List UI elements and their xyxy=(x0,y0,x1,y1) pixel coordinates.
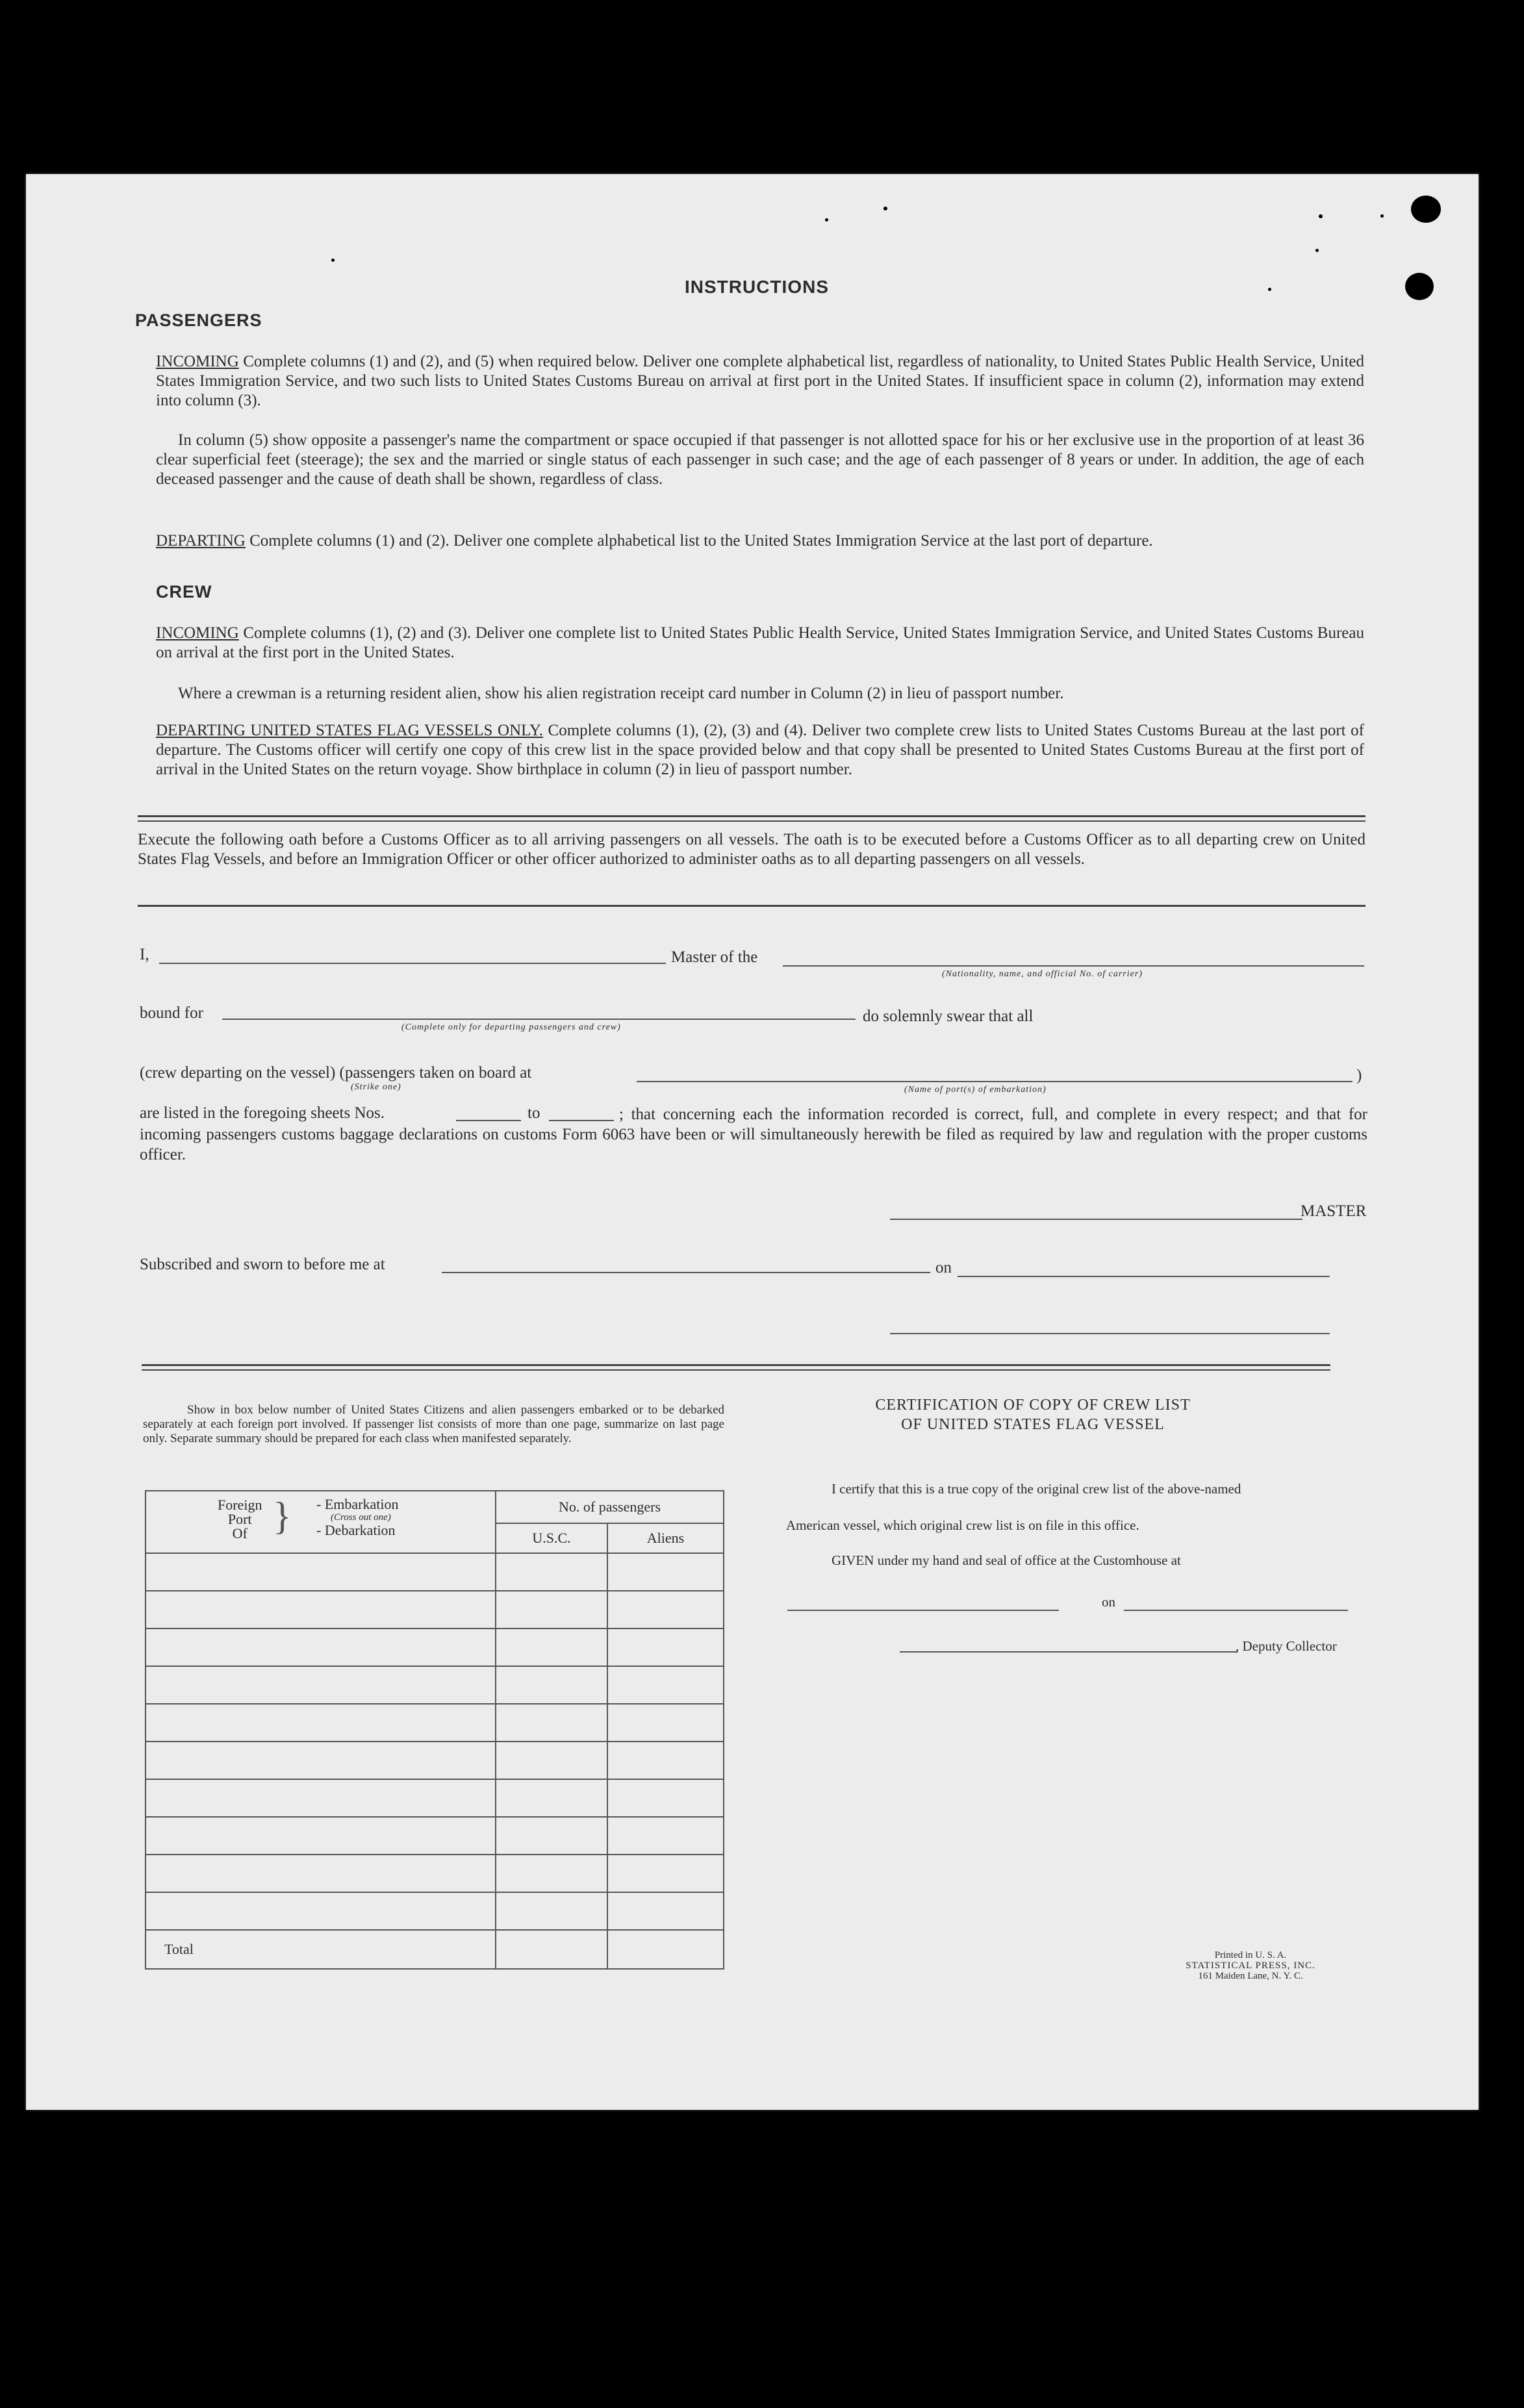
sworn-date-field[interactable] xyxy=(958,1276,1330,1277)
port-cell[interactable] xyxy=(146,1666,496,1704)
port-cell[interactable] xyxy=(146,1591,496,1629)
customhouse-field[interactable] xyxy=(787,1610,1059,1611)
bound-for-caption: (Complete only for departing passengers and crew) xyxy=(401,1022,621,1032)
speck xyxy=(1380,214,1384,218)
foreign-port-header xyxy=(146,1491,496,1553)
port-cell[interactable] xyxy=(146,1553,496,1591)
speck xyxy=(825,218,828,222)
carrier-caption: (Nationality, name, and official No. of carrier) xyxy=(942,969,1143,979)
crew-heading: CREW xyxy=(156,582,212,602)
passengers-column5-paragraph: In column (5) show opposite a passenger's name the compartment or space occupied if that passenger is not allotted space for his or her exclusive use in the proportion of at least 36 clear superficial feet (steerage); the sex and the married or single status of each passenger in such case; and the age of each passenger of 8 years or under. In addition, the age of each deceased passenger and the cause of death shall be shown, regardless of class. xyxy=(156,431,1364,488)
passengers-heading: PASSENGERS xyxy=(135,311,262,330)
aliens-cell[interactable] xyxy=(607,1892,724,1930)
usc-cell[interactable] xyxy=(496,1855,607,1892)
aliens-cell[interactable] xyxy=(607,1817,724,1855)
oath-statement: ; that concerning each the information recorded is correct, full, and complete in every respect; and that for incoming passengers customs baggage declarations on customs Form 6063 have been or will simultaneously herewith be filed as required by law and regulation with the proper customs officer. xyxy=(140,1106,1367,1163)
punch-hole-1 xyxy=(1411,196,1441,223)
speck xyxy=(331,259,335,262)
crew-incoming-text: Complete columns (1), (2) and (3). Deliver one complete list to United States Public Health Service, United States Immigration Service, and United States Customs Bureau on arrival at the first port in the United States. xyxy=(156,624,1364,661)
port-cell[interactable] xyxy=(146,1855,496,1892)
printer-line1: Printed in U. S. A. xyxy=(1214,1950,1287,1960)
aliens-cell[interactable] xyxy=(607,1591,724,1629)
usc-cell[interactable] xyxy=(496,1892,607,1930)
usc-cell[interactable] xyxy=(496,1666,607,1704)
summary-instruction: Show in box below number of United States Citizens and alien passengers embarked or to be debarked separately at each foreign port involved. If passenger list consists of more than one page, summarize on last page only. Separate summary should be prepared for each class when manifested separately. xyxy=(143,1403,724,1445)
total-usc-cell[interactable] xyxy=(496,1930,607,1969)
summary-row xyxy=(146,1591,724,1629)
crew-incoming-label: INCOMING xyxy=(156,624,239,642)
cert-on-label: on xyxy=(1102,1594,1115,1610)
crew-incoming-paragraph xyxy=(156,624,1364,663)
close-paren: ) xyxy=(1356,1067,1362,1084)
summary-row xyxy=(146,1779,724,1817)
crew-departing-text: Complete columns (1), (2), (3) and (4). Deliver two complete crew lists to United States Customs Bureau at the last port of departure. The Customs officer will certify one copy of this crew list in the space provided below and that copy shall be presented to United States Customs Bureau at the first port of arrival in the United States on the return voyage. Show birthplace in column (2) in lieu of passport number. xyxy=(156,722,1364,778)
port-cell[interactable] xyxy=(146,1742,496,1779)
master-label: MASTER xyxy=(1301,1202,1367,1220)
foreign-label: Foreign xyxy=(218,1497,262,1513)
master-signature-field[interactable] xyxy=(890,1219,1302,1220)
total-label: Total xyxy=(146,1930,496,1969)
port-cell[interactable] xyxy=(146,1704,496,1742)
incoming-label: INCOMING xyxy=(156,353,239,370)
usc-cell[interactable] xyxy=(496,1742,607,1779)
divider xyxy=(138,815,1365,817)
usc-header: U.S.C. xyxy=(496,1523,607,1553)
punch-hole-2 xyxy=(1405,273,1434,300)
to-label: to xyxy=(527,1104,540,1122)
passengers-departing-paragraph xyxy=(156,531,1364,551)
port-cell[interactable] xyxy=(146,1629,496,1666)
speck xyxy=(883,207,887,210)
printer-line3: 161 Maiden Lane, N. Y. C. xyxy=(1198,1971,1303,1981)
subscribed-label: Subscribed and sworn to before me at xyxy=(140,1256,385,1273)
instructions-title: INSTRUCTIONS xyxy=(685,277,829,297)
crew-resident-paragraph: Where a crewman is a returning resident alien, show his alien registration receipt card number in Column (2) in lieu of passport number. xyxy=(178,685,1064,702)
port-label: Port xyxy=(227,1511,252,1527)
bound-for-label: bound for xyxy=(140,1004,203,1022)
summary-row xyxy=(146,1742,724,1779)
speck xyxy=(1319,214,1323,218)
usc-cell[interactable] xyxy=(496,1591,607,1629)
summary-row xyxy=(146,1855,724,1892)
divider xyxy=(138,905,1365,907)
aliens-cell[interactable] xyxy=(607,1666,724,1704)
oath-intro: Execute the following oath before a Customs Officer as to all arriving passengers on all vessels. The oath is to be executed before a Customs Officer as to all departing crew on United States Flag Vessels, and before an Immigration Officer or other officer authorized to administer oaths as to all departing passengers on all vessels. xyxy=(138,831,1365,868)
certify-text-2: American vessel, which original crew list is on file in this office. xyxy=(786,1517,1139,1533)
form-page xyxy=(26,174,1479,2110)
crew-departing-paragraph xyxy=(156,721,1364,779)
summary-row xyxy=(146,1704,724,1742)
aliens-cell[interactable] xyxy=(607,1629,724,1666)
usc-cell[interactable] xyxy=(496,1629,607,1666)
usc-cell[interactable] xyxy=(496,1779,607,1817)
departing-label: DEPARTING xyxy=(156,532,246,550)
sworn-on-label: on xyxy=(935,1259,952,1276)
summary-rows xyxy=(146,1553,724,1930)
usc-cell[interactable] xyxy=(496,1817,607,1855)
port-cell[interactable] xyxy=(146,1892,496,1930)
aliens-cell[interactable] xyxy=(607,1779,724,1817)
officer-signature-field[interactable] xyxy=(890,1333,1330,1334)
departing-text: Complete columns (1) and (2). Deliver one complete alphabetical list to the United States Immigration Service at the last port of departure. xyxy=(249,532,1153,550)
certify-text-1: I certify that this is a true copy of the original crew list of the above-named xyxy=(832,1481,1241,1497)
certification-title-line1: CERTIFICATION OF COPY OF CREW LIST xyxy=(875,1397,1191,1413)
sworn-at-field[interactable] xyxy=(442,1272,930,1273)
summary-row xyxy=(146,1892,724,1930)
certification-title-line2: OF UNITED STATES FLAG VESSEL xyxy=(901,1416,1165,1433)
printer-credit xyxy=(1143,1950,1358,1981)
divider xyxy=(142,1364,1330,1366)
speck xyxy=(1315,249,1319,252)
given-text: GIVEN under my hand and seal of office at the Customhouse at xyxy=(832,1553,1181,1568)
crew-departing-label: DEPARTING UNITED STATES FLAG VESSELS ONLY. xyxy=(156,722,543,739)
summary-row xyxy=(146,1666,724,1704)
oath-i-label: I, xyxy=(140,946,149,963)
speck xyxy=(1268,288,1271,291)
total-aliens-cell[interactable] xyxy=(607,1930,724,1969)
divider xyxy=(138,820,1365,822)
master-name-field[interactable] xyxy=(159,963,666,964)
listed-label: are listed in the foregoing sheets Nos. xyxy=(140,1104,385,1122)
no-of-passengers-header: No. of passengers xyxy=(496,1491,724,1523)
passengers-incoming-paragraph xyxy=(156,352,1364,411)
usc-cell[interactable] xyxy=(496,1553,607,1591)
divider xyxy=(142,1369,1330,1371)
usc-cell[interactable] xyxy=(496,1704,607,1742)
carrier-field[interactable] xyxy=(783,965,1364,967)
strike-caption: (Strike one) xyxy=(351,1082,401,1092)
port-cell[interactable] xyxy=(146,1817,496,1855)
summary-row xyxy=(146,1629,724,1666)
deputy-collector-label: , Deputy Collector xyxy=(1236,1638,1337,1654)
of-label: Of xyxy=(232,1525,248,1541)
aliens-cell[interactable] xyxy=(607,1742,724,1779)
brace: } xyxy=(273,1495,292,1538)
deputy-collector-signature-field[interactable] xyxy=(900,1651,1238,1653)
debarkation-label: - Debarkation xyxy=(316,1522,396,1538)
incoming-text: Complete columns (1) and (2), and (5) when required below. Deliver one complete alphabetical list, regardless of nationality, to United States Public Health Service, United States Immigration Service, and two such lists to United States Customs Bureau on arrival at first port in the United States. If insufficient space in column (2), information may extend into column (3). xyxy=(156,353,1365,409)
aliens-cell[interactable] xyxy=(607,1704,724,1742)
embarkation-label: - Embarkation xyxy=(316,1496,399,1512)
passenger-summary-table xyxy=(145,1490,724,1970)
swear-label: do solemnly swear that all xyxy=(863,1008,1034,1025)
bound-for-field[interactable] xyxy=(222,1019,856,1020)
cross-out-label: (Cross out one) xyxy=(331,1512,391,1523)
master-of-the-label: Master of the xyxy=(671,948,758,966)
summary-row xyxy=(146,1817,724,1855)
embarkation-caption: (Name of port(s) of embarkation) xyxy=(904,1085,1047,1095)
aliens-cell[interactable] xyxy=(607,1855,724,1892)
cert-date-field[interactable] xyxy=(1124,1610,1348,1611)
port-cell[interactable] xyxy=(146,1779,496,1817)
printer-line2: STATISTICAL PRESS, INC. xyxy=(1186,1960,1315,1971)
aliens-header: Aliens xyxy=(607,1523,724,1553)
summary-row xyxy=(146,1553,724,1591)
aliens-cell[interactable] xyxy=(607,1553,724,1591)
crew-departing-label: (crew departing on the vessel) (passengers taken on board at xyxy=(140,1064,532,1082)
embarkation-port-field[interactable] xyxy=(637,1081,1353,1082)
